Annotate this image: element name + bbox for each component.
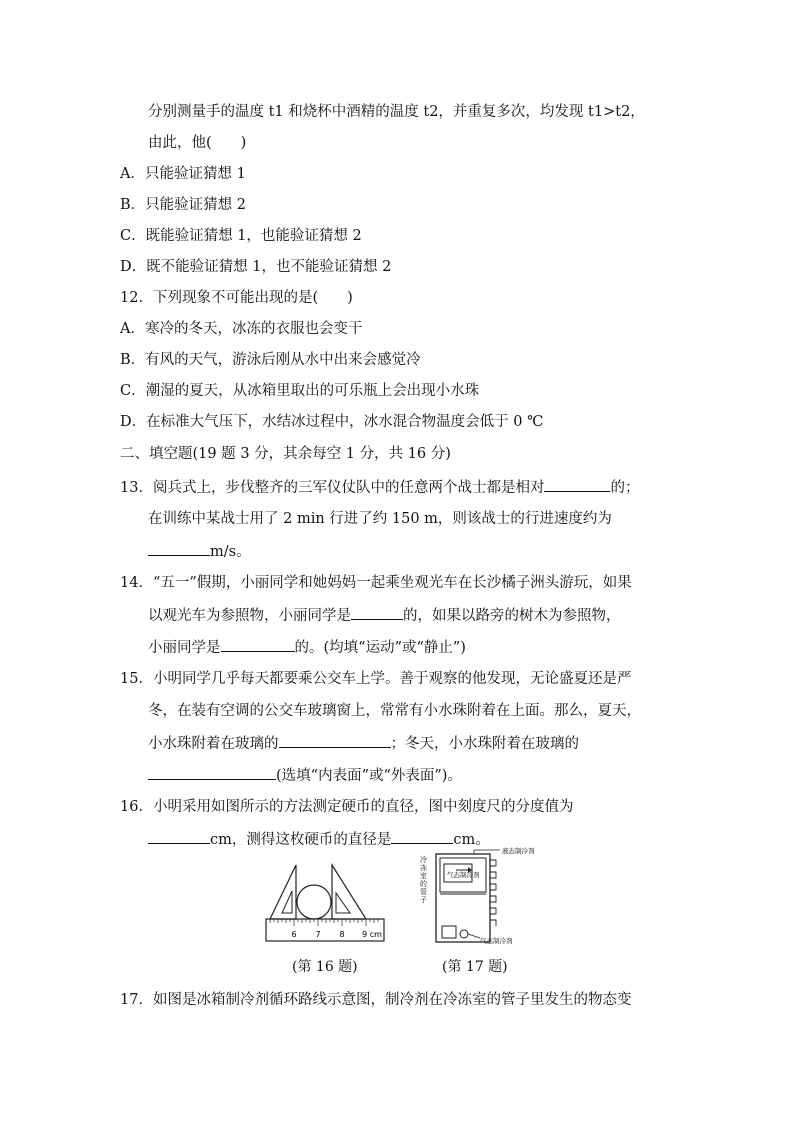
label-liquid-refrigerant: 液态制冷剂 — [502, 847, 535, 855]
q16-text-b: cm。 — [453, 832, 490, 848]
left-triangle-inner-shape — [282, 891, 292, 913]
right-triangle-inner-shape — [336, 893, 350, 913]
label-gas-bottom: 气态制冷剂 — [480, 937, 513, 945]
ruler-ticks — [270, 919, 378, 926]
q14-blank-1[interactable] — [351, 605, 403, 620]
figure-17-caption: (第 17 题) — [442, 959, 508, 975]
q14-line3 — [148, 637, 466, 658]
q12-option-c: C．潮湿的夏天，从冰箱里取出的可乐瓶上会出现小水珠 — [120, 383, 480, 399]
q16-blank-1[interactable] — [148, 829, 210, 844]
q11-line1: 分别测量手的温度 t1 和烧杯中酒精的温度 t2，并重复多次，均发现 t1>t2， — [148, 104, 645, 120]
q15-text-c: (选填“内表面”或“外表面”)。 — [276, 768, 462, 784]
ruler-tick-7: 7 — [315, 930, 321, 939]
q14-line2 — [148, 605, 621, 626]
q15-blank-2[interactable] — [148, 765, 276, 780]
q12-option-a: A．寒冷的冬天，冰冻的衣服也会变干 — [120, 321, 363, 337]
q11-option-a: A．只能验证猜想 1 — [120, 166, 246, 182]
q13-text-a: 13．阅兵式上，步伐整齐的三军仪仗队中的任意两个战士都是相对 — [120, 480, 545, 496]
figure-16-caption: (第 16 题) — [292, 959, 358, 975]
q15-text-b: ；冬天，小水珠附着在玻璃的 — [390, 736, 579, 752]
gas-pointer-line — [468, 934, 480, 938]
label-freezer-pipe: 冷冻室的管子 — [420, 856, 427, 904]
q16-blank-2[interactable] — [391, 829, 453, 844]
q12-option-b: B．有风的天气，游泳后刚从水中出来会感觉冷 — [120, 352, 421, 368]
figure-16-drawing — [262, 857, 388, 947]
q11-option-c: C．既能验证猜想 1，也能验证猜想 2 — [120, 228, 362, 244]
q14-text-c: 小丽同学是 — [148, 640, 221, 656]
ruler-tick-6: 6 — [291, 930, 297, 939]
q11-option-d: D．既不能验证猜想 1，也不能验证猜想 2 — [120, 259, 392, 275]
q15-blank-1[interactable] — [279, 733, 391, 748]
figure-17-drawing — [416, 846, 548, 946]
q14-text-d: 的。(均填“运动”或“静止”) — [294, 640, 466, 656]
q15-line2: 冬，在装有空调的公交车玻璃窗上，常常有小水珠附着在上面。那么，夏天， — [148, 703, 641, 719]
q15-line1: 15．小明同学几乎每天都要乘公交车上学。善于观察的他发现，无论盛夏还是严 — [120, 671, 632, 687]
q14-blank-2[interactable] — [221, 637, 295, 652]
q16-text-a: cm，测得这枚硬币的直径是 — [210, 832, 392, 848]
q11-option-b: B．只能验证猜想 2 — [120, 197, 246, 213]
ruler-tick-9cm: 9 cm — [362, 930, 382, 939]
coin-shape — [297, 885, 331, 919]
section-title: 二、填空题(19 题 3 分，其余每空 1 分，共 16 分) — [120, 446, 451, 462]
q17-line1: 17．如图是冰箱制冷剂循环路线示意图，制冷剂在冷冻室的管子里发生的物态变 — [120, 992, 632, 1008]
q14-text-b: 的，如果以路旁的树木为参照物， — [403, 608, 621, 624]
q13-text-b: 的； — [610, 480, 640, 496]
q12-stem: 12．下列现象不可能出现的是( ) — [120, 290, 353, 306]
q15-line4 — [148, 765, 462, 786]
figure-17 — [416, 846, 548, 946]
compressor-wheel-shape — [460, 930, 468, 938]
q12-option-d: D．在标准大气压下，水结冰过程中，冰水混合物温度会低于 0 ℃ — [120, 414, 544, 430]
q15-text-a: 小水珠附着在玻璃的 — [148, 736, 279, 752]
ruler-tick-8: 8 — [339, 930, 345, 939]
condenser-coil — [490, 860, 496, 926]
q16-line1: 16．小明采用如图所示的方法测定硬币的直径，图中刻度尺的分度值为 — [120, 799, 574, 815]
q13-line2: 在训练中某战士用了 2 min 行进了约 150 m，则该战士的行进速度约为 — [148, 511, 612, 527]
q11-line2: 由此，他( ) — [148, 135, 247, 151]
compressor-shape — [442, 926, 456, 938]
q13-blank-1[interactable] — [544, 477, 610, 492]
q14-text-a: 以观光车为参照物，小丽同学是 — [148, 608, 351, 624]
q13-line1 — [120, 477, 639, 498]
q13-blank-2[interactable] — [148, 541, 210, 556]
q14-line1: 14．“五一”假期，小丽同学和她妈妈一起乘坐观光车在长沙橘子洲头游玩，如果 — [120, 575, 632, 591]
q15-line3 — [148, 733, 579, 754]
q13-text-c: m/s。 — [210, 544, 251, 560]
q13-line3 — [148, 541, 251, 562]
figure-16 — [262, 857, 388, 947]
label-gas-inside: 气态制冷剂 — [447, 871, 480, 879]
